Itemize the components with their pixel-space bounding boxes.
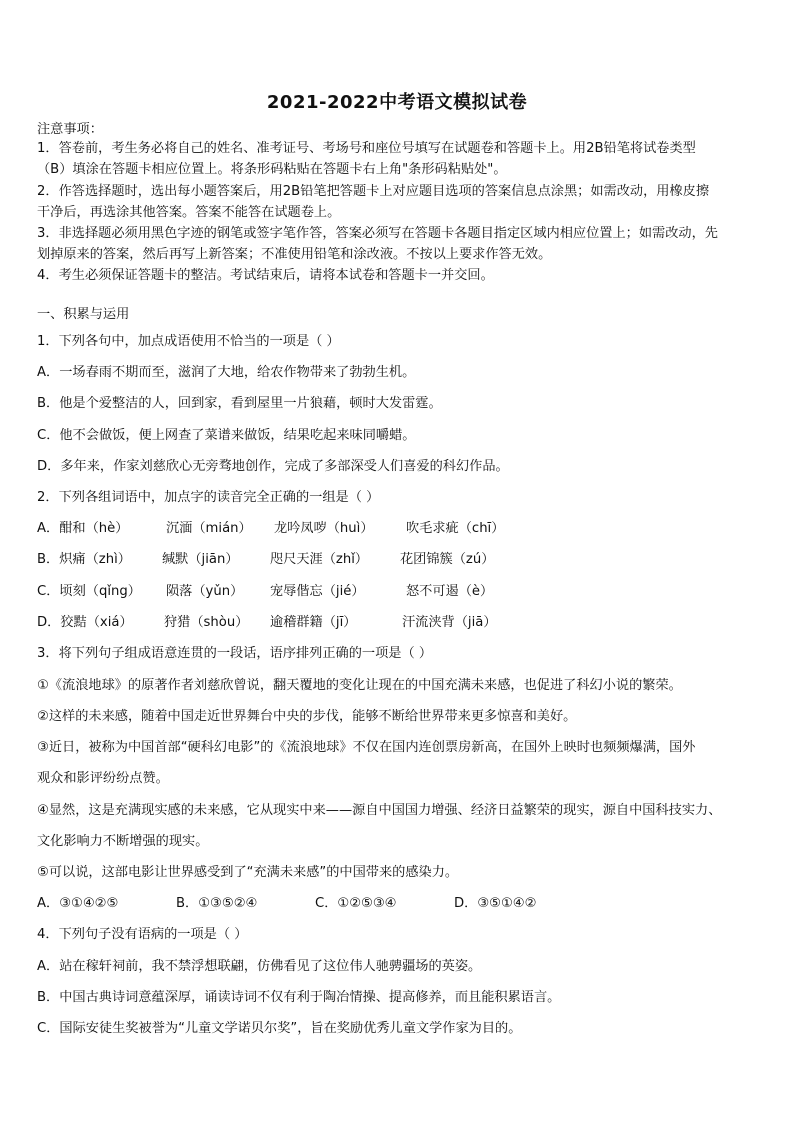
question-3-option-a: A．③①④②⑤: [37, 896, 119, 911]
question-2-option: C．顷刻（qǐng）: [37, 584, 141, 599]
question-1-option-d: D．多年来，作家刘慈欣心无旁骛地创作，完成了多部深受人们喜爱的科幻作品。: [37, 459, 509, 474]
question-2-option: 龙吟凤哕（huì）: [274, 521, 374, 536]
question-2-option: 汗流浃背（jiā）: [402, 615, 497, 630]
notice-line: 2．作答选择题时，选出每小题答案后，用2B铅笔把答题卡上对应题目选项的答案信息点涂黑；如需改动，用橡皮擦: [37, 184, 710, 199]
question-4-option-b: B．中国古典诗词意蕴深厚，诵读诗词不仅有利于陶冶情操、提高修养，而且能积累语言。: [37, 990, 561, 1005]
page-title: 2021-2022中考语文模拟试卷: [266, 92, 528, 113]
question-4-stem: 4．下列句子没有语病的一项是（ ）: [37, 927, 248, 942]
question-3-sentence: 观众和影评纷纷点赞。: [37, 771, 169, 786]
question-1-option-a: A．一场春雨不期而至，滋润了大地，给农作物带来了勃勃生机。: [37, 365, 416, 380]
question-2-option: 缄默（jiān）: [162, 552, 239, 567]
question-3-sentence: ③近日，被称为中国首部“硬科幻电影”的《流浪地球》不仅在国内连创票房新高，在国外上映时也频频爆满，国外: [37, 740, 696, 755]
question-3-sentence: 文化影响力不断增强的现实。: [37, 834, 209, 849]
notice-heading: 注意事项：: [37, 122, 103, 137]
question-3-sentence: ②这样的未来感，随着中国走近世界舞台中央的步伐，能够不断给世界带来更多惊喜和美好。: [37, 709, 577, 724]
notice-line: 4．考生必须保证答题卡的整洁。考试结束后，请将本试卷和答题卡一并交回。: [37, 268, 494, 283]
question-2-option: B．炽痛（zhì）: [37, 552, 131, 567]
notice-line: 1．答卷前，考生务必将自己的姓名、准考证号、考场号和座位号填写在试题卷和答题卡上。用2B铅笔将试卷类型: [37, 141, 696, 156]
question-2-option: 宠辱偕忘（jié）: [270, 584, 365, 599]
question-4-option-c: C．国际安徒生奖被誉为“儿童文学诺贝尔奖”，旨在奖励优秀儿童文学作家为目的。: [37, 1021, 522, 1036]
question-1-option-b: B．他是个爱整洁的人，回到家，看到屋里一片狼藉，顿时大发雷霆。: [37, 396, 442, 411]
question-2-option: A．酣和（hè）: [37, 521, 129, 536]
question-2-option: 逾稽群籍（jī）: [270, 615, 357, 630]
question-3-option-b: B．①③⑤②④: [176, 896, 258, 911]
notice-line: （B）填涂在答题卡相应位置上。将条形码粘贴在答题卡右上角"条形码粘贴处"。: [37, 162, 507, 177]
question-1-option-c: C．他不会做饭，便上网查了菜谱来做饭，结果吃起来味同嚼蜡。: [37, 428, 416, 443]
section-heading: 一、积累与运用: [37, 307, 130, 322]
notice-line: 3．非选择题必须用黑色字迹的钢笔或签字笔作答，答案必须写在答题卡各题目指定区域内相应位置上；如需改动，先: [37, 226, 718, 241]
question-2-option: 狩猎（shòu）: [164, 615, 249, 630]
question-3-option-d: D．③⑤①④②: [454, 896, 537, 911]
notice-line: 划掉原来的答案，然后再写上新答案；不准使用铅笔和涂改液。不按以上要求作答无效。: [37, 247, 552, 262]
question-2-option: 陨落（yǔn）: [166, 584, 244, 599]
question-2-option: 花团锦簇（zú）: [400, 552, 495, 567]
question-3-sentence: ④显然，这是充满现实感的未来感，它从现实中来——源自中国国力增强、经济日益繁荣的现实，源自中国科技实力、: [37, 803, 722, 818]
question-3-sentence: ①《流浪地球》的原著作者刘慈欣曾说，翻天覆地的变化让现在的中国充满未来感，也促进了科幻小说的繁荣。: [37, 678, 682, 693]
question-3-sentence: ⑤可以说，这部电影让世界感受到了“充满未来感”的中国带来的感染力。: [37, 865, 459, 880]
question-4-option-a: A．站在稼轩祠前，我不禁浮想联翩，仿佛看见了这位伟人驰骋疆场的英姿。: [37, 959, 482, 974]
question-2-option: 吹毛求疵（chī）: [406, 521, 505, 536]
question-3-option-c: C．①②⑤③④: [315, 896, 397, 911]
question-2-option: 沉湎（mián）: [166, 521, 252, 536]
question-1-stem: 1．下列各句中，加点成语使用不恰当的一项是（ ）: [37, 334, 340, 349]
question-2-option: 咫尺天涯（zhǐ）: [270, 552, 369, 567]
question-2-option: 怒不可遏（è）: [406, 584, 494, 599]
notice-line: 干净后，再选涂其他答案。答案不能答在试题卷上。: [37, 205, 341, 220]
question-2-stem: 2．下列各组词语中，加点字的读音完全正确的一组是（ ）: [37, 490, 380, 505]
question-3-stem: 3．将下列句子组成语意连贯的一段话，语序排列正确的一项是（ ）: [37, 646, 433, 661]
question-2-option: D．狡黠（xiá）: [37, 615, 133, 630]
